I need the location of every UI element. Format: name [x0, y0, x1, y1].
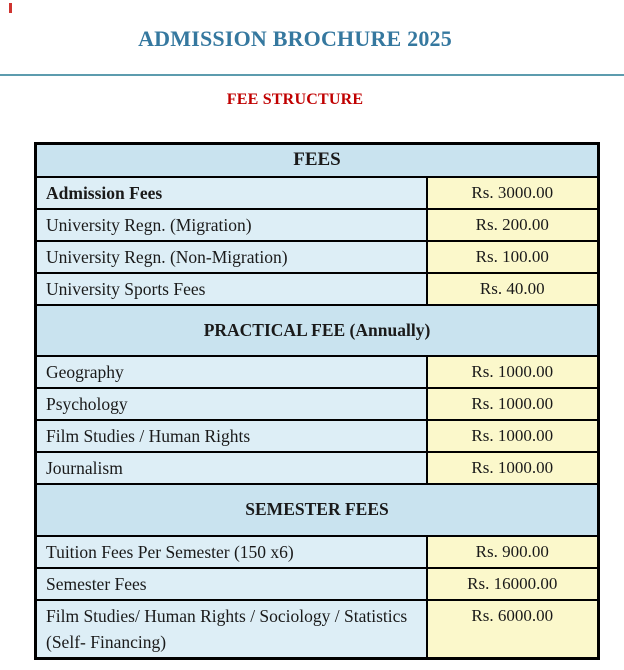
table-row — [36, 388, 599, 420]
page-title: ADMISSION BROCHURE 2025 — [138, 26, 452, 51]
fee-amount: Rs. 3000.00 — [427, 177, 599, 209]
section-header-row — [36, 305, 599, 356]
fee-table-body — [36, 144, 599, 659]
section-header: FEES — [36, 144, 599, 177]
fee-label: Film Studies / Human Rights — [36, 420, 427, 452]
fee-amount: Rs. 16000.00 — [427, 568, 599, 600]
fee-amount: Rs. 1000.00 — [427, 388, 599, 420]
fee-amount: Rs. 900.00 — [427, 536, 599, 568]
section-header-row — [36, 484, 599, 536]
table-row — [36, 273, 599, 305]
table-row — [36, 536, 599, 568]
fee-amount: Rs. 1000.00 — [427, 356, 599, 388]
fee-label: Tuition Fees Per Semester (150 x6) — [36, 536, 427, 568]
header-divider — [0, 74, 624, 76]
corner-tick-mark — [9, 3, 12, 13]
fee-amount: Rs. 1000.00 — [427, 420, 599, 452]
table-row — [36, 241, 599, 273]
page-header — [0, 0, 590, 52]
section-header-row — [36, 144, 599, 177]
fee-label: Psychology — [36, 388, 427, 420]
fee-label: Admission Fees — [36, 177, 427, 209]
table-row — [36, 568, 599, 600]
fee-label: Journalism — [36, 452, 427, 484]
table-row — [36, 452, 599, 484]
fee-amount: Rs. 200.00 — [427, 209, 599, 241]
table-row — [36, 600, 599, 659]
page-subtitle: FEE STRUCTURE — [226, 91, 364, 108]
table-row — [36, 356, 599, 388]
fee-label: Geography — [36, 356, 427, 388]
fee-amount: Rs. 40.00 — [427, 273, 599, 305]
fee-label: University Sports Fees — [36, 273, 427, 305]
table-row — [36, 177, 599, 209]
fee-amount: Rs. 100.00 — [427, 241, 599, 273]
fee-label: Film Studies/ Human Rights / Sociology / Statistics (Self- Financing) — [36, 600, 427, 659]
fee-label: University Regn. (Migration) — [36, 209, 427, 241]
section-header: PRACTICAL FEE (Annually) — [36, 305, 599, 356]
fee-label: University Regn. (Non-Migration) — [36, 241, 427, 273]
section-header: SEMESTER FEES — [36, 484, 599, 536]
fee-amount: Rs. 6000.00 — [427, 600, 599, 659]
fee-label: Semester Fees — [36, 568, 427, 600]
table-row — [36, 420, 599, 452]
subtitle-block — [0, 91, 590, 109]
fee-structure-table — [34, 142, 600, 660]
fee-amount: Rs. 1000.00 — [427, 452, 599, 484]
table-row — [36, 209, 599, 241]
